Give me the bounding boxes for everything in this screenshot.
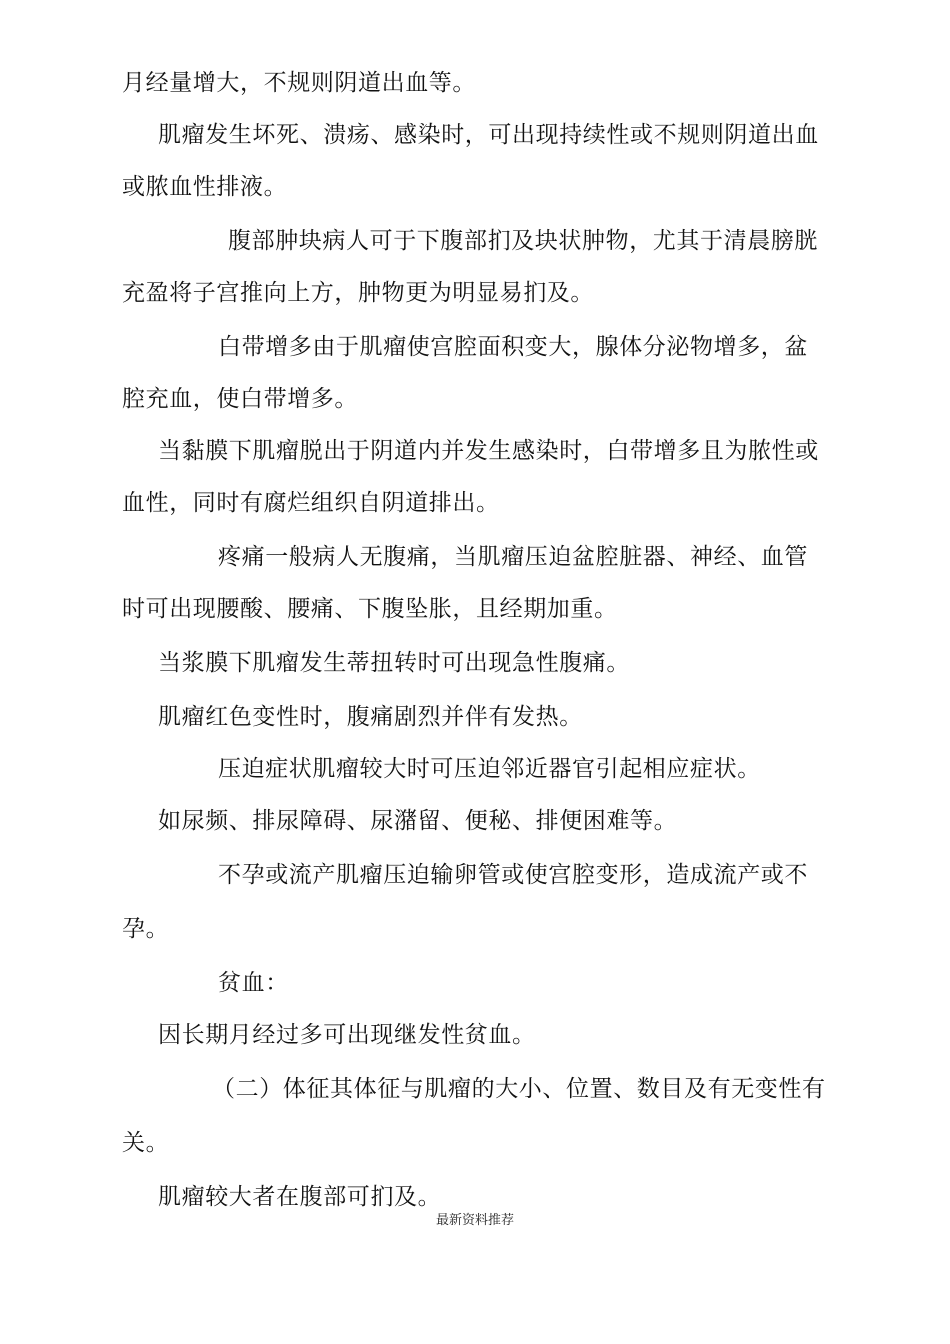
text-line: 月经量增大，不规则阴道出血等。 (122, 70, 476, 96)
text-line: 肌瘤较大者在腹部可扪及。 (158, 1184, 442, 1210)
text-line: 肌瘤发生坏死、溃疡、感染时，可出现持续性或不规则阴道出血 (158, 122, 819, 148)
text-line: 因长期月经过多可出现继发性贫血。 (158, 1022, 536, 1048)
text-line: 时可出现腰酸、腰痛、下腹坠胀，且经期加重。 (122, 596, 618, 622)
text-line: 孕。 (122, 916, 170, 942)
text-line: 肌瘤红色变性时，腹痛剧烈并伴有发热。 (158, 704, 583, 730)
text-line: 腔充血，使白带增多。 (122, 386, 358, 412)
text-line: 白带增多由于肌瘤使宫腔面积变大，腺体分泌物增多，盆 (218, 334, 808, 360)
text-line: 当浆膜下肌瘤发生蒂扭转时可出现急性腹痛。 (158, 650, 630, 676)
text-line: 贫血： (218, 970, 289, 996)
text-line: 如尿频、排尿障碍、尿潴留、便秘、排便困难等。 (158, 808, 678, 834)
text-line: 血性，同时有腐烂组织自阴道排出。 (122, 490, 500, 516)
page-footer: 最新资料推荐 (435, 1213, 514, 1228)
text-line: （二）体征其体征与肌瘤的大小、位置、数目及有无变性有 (212, 1076, 826, 1102)
text-line: 充盈将子宫推向上方，肿物更为明显易扪及。 (122, 280, 594, 306)
text-line: 关。 (122, 1130, 170, 1156)
text-line: 疼痛一般病人无腹痛，当肌瘤压迫盆腔脏器、神经、血管 (218, 544, 808, 570)
text-line: 或脓血性排液。 (122, 174, 288, 200)
text-line: 不孕或流产肌瘤压迫输卵管或使宫腔变形，造成流产或不 (218, 862, 808, 888)
text-line: 腹部肿块病人可于下腹部扪及块状肿物，尤其于清晨膀胱 (228, 228, 818, 254)
text-line: 当黏膜下肌瘤脱出于阴道内并发生感染时，白带增多且为脓性或 (158, 438, 819, 464)
text-line: 压迫症状肌瘤较大时可压迫邻近器官引起相应症状。 (218, 756, 761, 782)
